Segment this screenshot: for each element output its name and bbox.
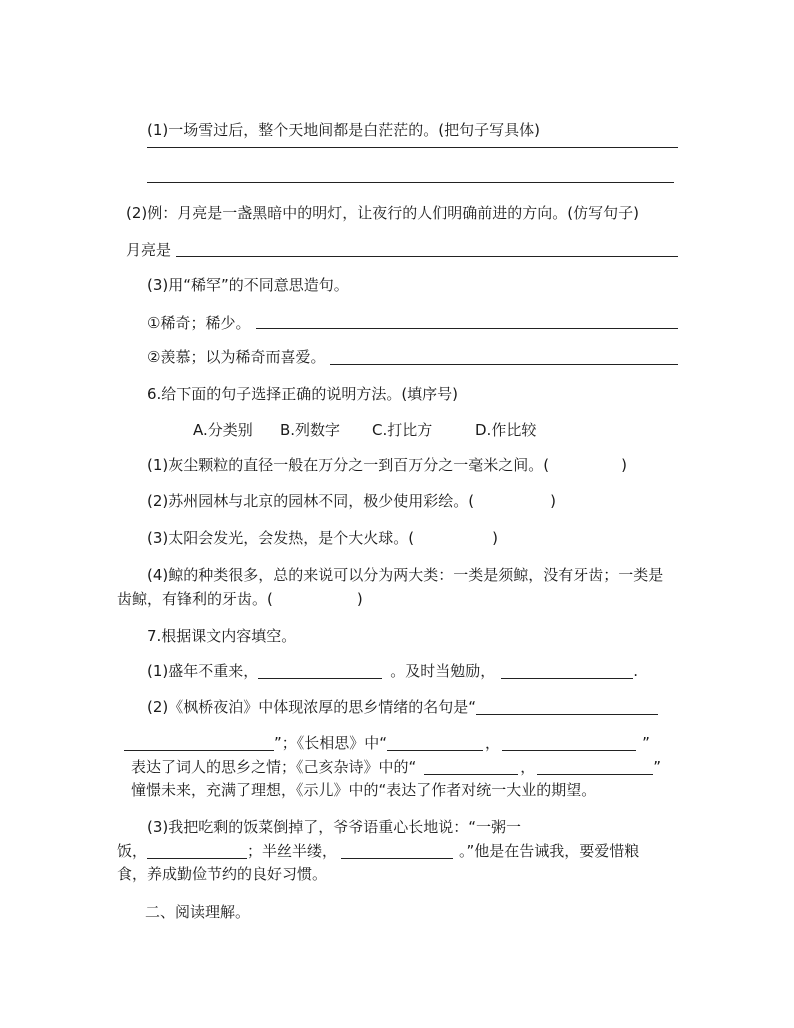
q5-sub3-b: ②羡慕；以为稀奇而喜爱。 — [147, 348, 326, 366]
close-paren: ) — [621, 456, 627, 474]
section-2-title: 二、阅读理解。 — [145, 903, 251, 921]
q5-sub3-prompt: (3)用“稀罕”的不同意思造句。 — [147, 276, 349, 294]
q5-sub1-prompt: (1)一场雪过后，整个天地间都是白茫茫的。(把句子写具体) — [147, 121, 540, 139]
q6-option-a: A.分类别 — [193, 421, 253, 439]
q5-sub2-prompt: (2)例：月亮是一盏黑暗中的明灯，让夜行的人们明确前进的方向。(仿写句子) — [126, 204, 639, 222]
fill-blank[interactable] — [258, 662, 382, 679]
q7-p2-text: (2)《枫桥夜泊》中体现浓厚的思乡情绪的名句是“ — [147, 698, 477, 716]
answer-line[interactable] — [330, 364, 678, 365]
q6-item-1-text: (1)灰尘颗粒的直径一般在万分之一到百万分之一毫米之间。( — [147, 456, 550, 474]
close-quote: ” — [653, 758, 662, 776]
q7-part-2-line4: 憧憬未来，充满了理想，《示儿》中的“表达了作者对统一大业的期望。 — [131, 781, 597, 799]
answer-line[interactable] — [147, 147, 678, 148]
q7-p1-text-b: 。及时当勉励， — [390, 662, 496, 680]
q7-part-2-line1 — [147, 697, 658, 717]
close-quote: ” — [642, 734, 650, 752]
q7-p3-text-c: 。”他是在告诫我，要爱惜粮 — [459, 842, 640, 860]
q5-sub3-a: ①稀奇；稀少。 — [147, 314, 251, 332]
q7-part-2-line2 — [124, 733, 650, 753]
comma: ， — [485, 734, 501, 752]
fill-blank[interactable] — [124, 734, 274, 751]
q7-p3-text-a: 饭， — [117, 842, 148, 860]
q6-item-1 — [147, 455, 627, 475]
q6-item-4-line2 — [117, 589, 363, 609]
fill-blank[interactable] — [476, 698, 658, 715]
q7-p2-text-b: ”；《长相思》中“ — [274, 734, 388, 752]
q7-title: 7.根据课文内容填空。 — [147, 627, 297, 645]
q6-item-3 — [147, 528, 498, 548]
answer-line[interactable] — [147, 182, 674, 183]
q7-p2-text-c: 表达了词人的思乡之情；《己亥杂诗》中的“ — [131, 758, 417, 776]
q6-option-c: C.打比方 — [372, 421, 433, 439]
q6-item-3-text: (3)太阳会发光，会发热，是个大火球。( — [147, 529, 415, 547]
q6-option-b: B.列数字 — [280, 421, 341, 439]
q6-title: 6.给下面的句子选择正确的说明方法。(填序号) — [147, 385, 459, 403]
q7-part-2-line3 — [131, 757, 661, 777]
fill-blank[interactable] — [502, 734, 636, 751]
fill-blank[interactable] — [341, 842, 453, 859]
close-paren: ) — [356, 590, 363, 608]
q7-part-3-line2 — [117, 841, 639, 861]
close-paren: ) — [550, 492, 556, 510]
q7-p1-end: . — [633, 662, 639, 680]
answer-line[interactable] — [256, 328, 678, 329]
fill-blank[interactable] — [501, 662, 633, 679]
fill-blank[interactable] — [387, 734, 483, 751]
q7-part-3-line3: 食，养成勤俭节约的良好习惯。 — [117, 865, 328, 883]
q6-item-4-line1: (4)鲸的种类很多，总的来说可以分为两大类：一类是须鲸，没有牙齿；一类是 — [147, 566, 664, 584]
answer-line[interactable] — [176, 256, 678, 257]
q6-item-4-text: 齿鲸，有锋利的牙齿。( — [117, 590, 273, 608]
q5-sub2-lead: 月亮是 — [126, 241, 172, 259]
q6-item-2-text: (2)苏州园林与北京的园林不同，极少使用彩绘。( — [147, 492, 475, 510]
comma: ， — [520, 758, 536, 776]
q7-part-1 — [147, 661, 638, 681]
fill-blank[interactable] — [537, 758, 653, 775]
q6-option-d: D.作比较 — [475, 421, 537, 439]
q7-part-3-line1: (3)我把吃剩的饭菜倒掉了，爷爷语重心长地说：“一粥一 — [147, 818, 522, 836]
fill-blank[interactable] — [424, 758, 518, 775]
q7-p1-text-a: (1)盛年不重来， — [147, 662, 259, 680]
close-paren: ) — [492, 529, 498, 547]
q6-item-2 — [147, 491, 556, 511]
fill-blank[interactable] — [147, 842, 247, 859]
q7-p3-text-b: ；半丝半缕， — [247, 842, 338, 860]
